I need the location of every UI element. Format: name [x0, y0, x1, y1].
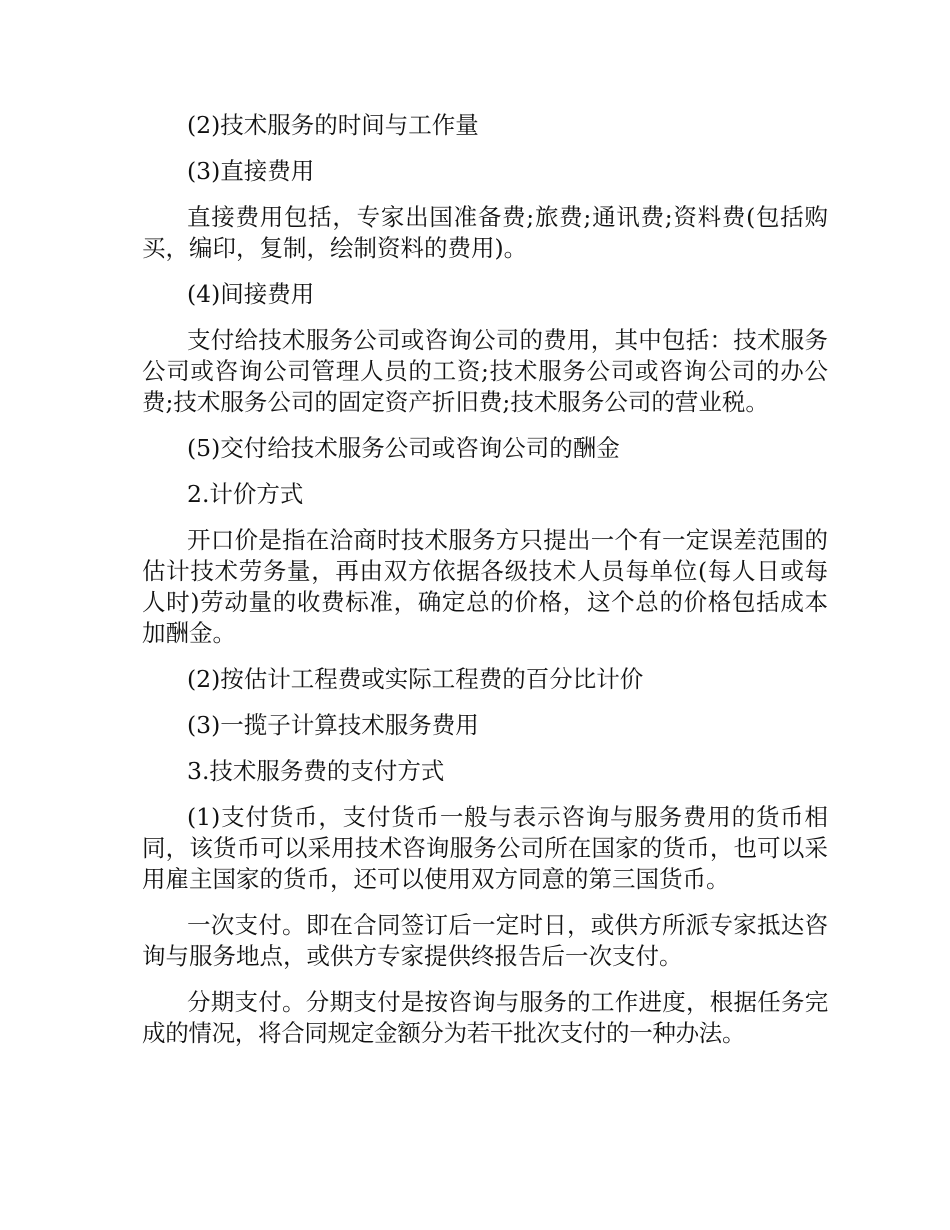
- paragraph-remuneration: (5)交付给技术服务公司或咨询公司的酬金: [187, 434, 620, 462]
- paragraph-payment-heading: 3.技术服务费的支付方式: [187, 757, 445, 785]
- paragraph-lump-sum: (3)一揽子计算技术服务费用: [187, 711, 479, 739]
- paragraph-installment-payment: 分期支付。分期支付是按咨询与服务的工作进度，根据任务完成的情况，将合同规定金额分为若干批次支付的一种办法。: [142, 988, 828, 1047]
- paragraph-indirect-cost-heading: (4)间接费用: [187, 280, 315, 308]
- paragraph-payment-currency: (1)支付货币，支付货币一般与表示咨询与服务费用的货币相同，该货币可以采用技术咨询服务公司所在国家的货币，也可以采用雇主国家的货币，还可以使用双方同意的第三国货币。: [142, 803, 828, 893]
- paragraph-direct-cost-heading: (3)直接费用: [187, 157, 315, 185]
- paragraph-open-price: 开口价是指在洽商时技术服务方只提出一个有一定误差范围的估计技术劳务量，再由双方依据各级技术人员每单位(每人日或每人时)劳动量的收费标准，确定总的价格，这个总的价格包括成本加酬金。: [142, 526, 828, 647]
- paragraph-pricing-heading: 2.计价方式: [187, 480, 304, 508]
- document-page: [142, 110, 828, 1064]
- paragraph-percentage-pricing: (2)按估计工程费或实际工程费的百分比计价: [187, 665, 644, 693]
- paragraph-service-time: (2)技术服务的时间与工作量: [187, 111, 479, 139]
- paragraph-single-payment: 一次支付。即在合同签订后一定时日，或供方所派专家抵达咨询与服务地点，或供方专家提供终报告后一次支付。: [142, 911, 828, 970]
- paragraph-indirect-cost-body: 支付给技术服务公司或咨询公司的费用，其中包括：技术服务公司或咨询公司管理人员的工资;技术服务公司或咨询公司的办公费;技术服务公司的固定资产折旧费;技术服务公司的营业税。: [142, 326, 828, 416]
- paragraph-direct-cost-body: 直接费用包括，专家出国准备费;旅费;通讯费;资料费(包括购买，编印，复制，绘制资料的费用)。: [142, 203, 828, 262]
